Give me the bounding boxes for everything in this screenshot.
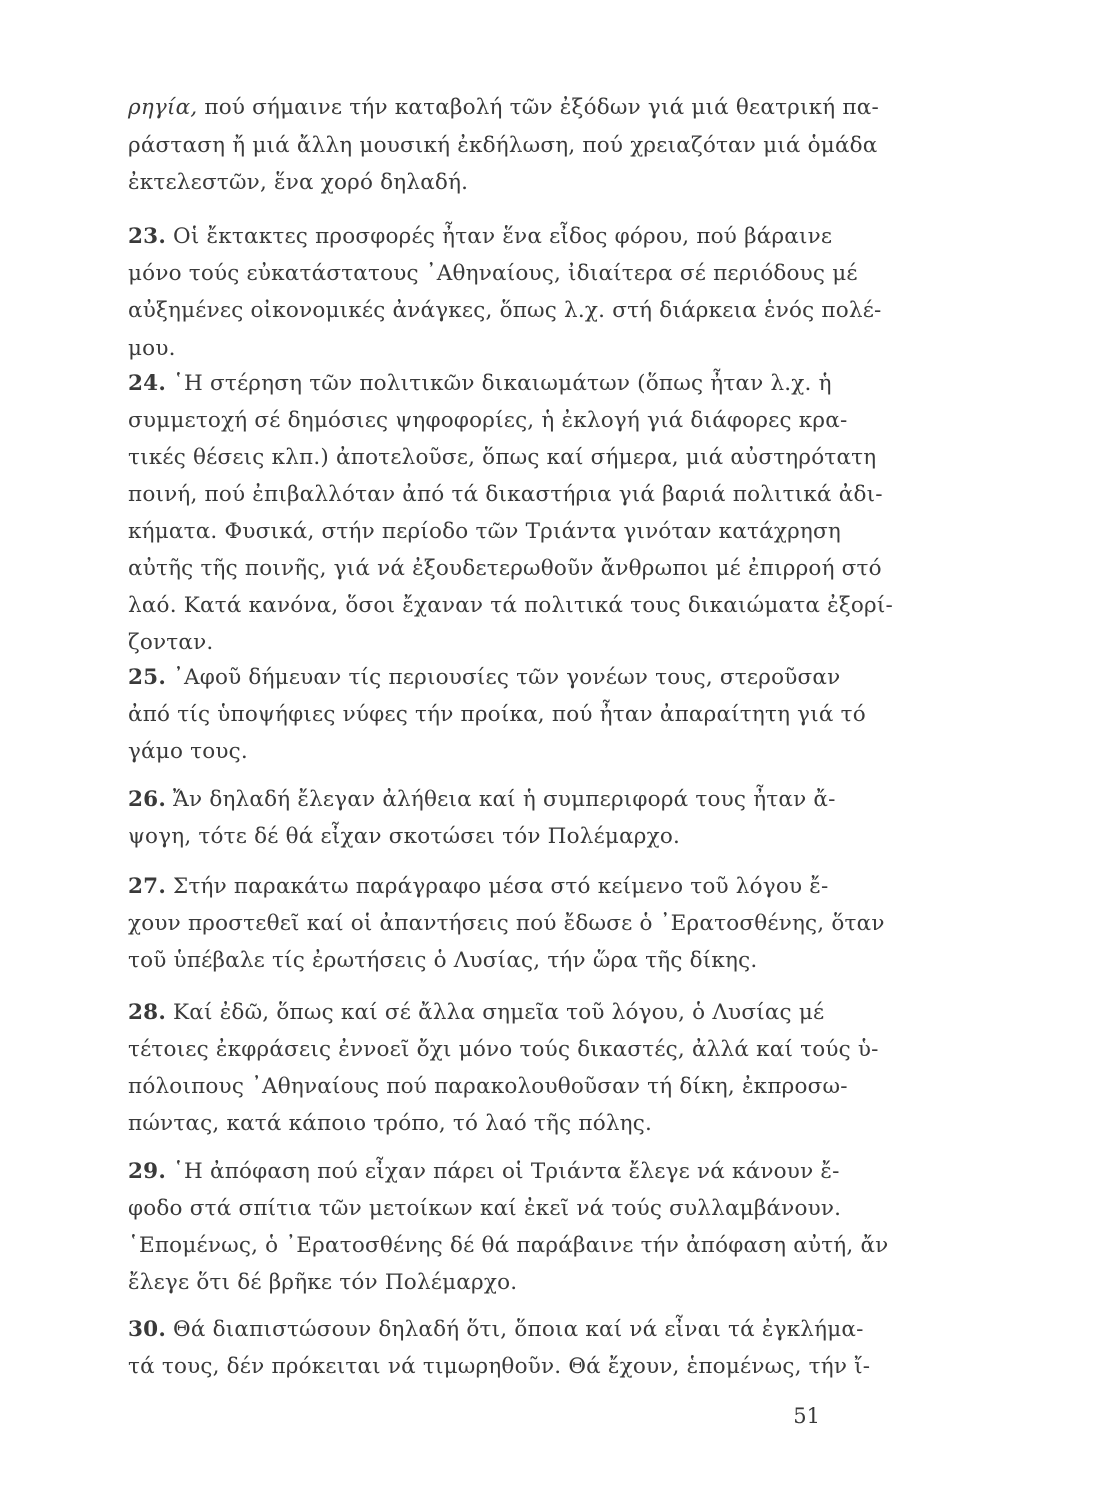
line-text: ἐκτελεστῶν, ἕνα χορό δηλαδή. — [128, 170, 469, 195]
note-30-line — [128, 1315, 864, 1345]
line-text: ᾿Αφοῦ δήμευαν τίς περιουσίες τῶν γονέων τους, στεροῦσαν — [166, 665, 841, 690]
text-line — [128, 591, 893, 621]
line-text: φοδο στά σπίτια τῶν μετοίκων καί ἐκεῖ νά τούς συλλαμβάνουν. — [128, 1196, 842, 1221]
note-23-line — [128, 222, 833, 252]
text-line — [128, 1109, 818, 1139]
text-line — [128, 1035, 879, 1065]
line-text: γάμο τους. — [128, 739, 248, 764]
text-line — [128, 1072, 848, 1102]
text-line — [128, 1231, 889, 1261]
line-text: ἀπό τίς ὑποψήφιες νύφες τήν προίκα, πού ἦταν ἀπαραίτητη γιά τό — [128, 702, 866, 727]
note-25-line — [128, 663, 841, 693]
note-number: 28. — [128, 1000, 167, 1025]
text-line — [128, 554, 882, 584]
line-text: ἔλεγε ὅτι δέ βρῆκε τόν Πολέμαρχο. — [128, 1270, 518, 1295]
note-28-line — [128, 998, 825, 1028]
text-line — [128, 822, 818, 852]
note-29-line — [128, 1157, 840, 1187]
line-text: ῾Η στέρηση τῶν πολιτικῶν δικαιωμάτων (ὅπως ἦταν λ.χ. ἡ — [166, 371, 832, 396]
line-text: Ἄν δηλαδή ἔλεγαν ἀλήθεια καί ἡ συμπεριφορά τους ἦταν ἄ- — [166, 787, 836, 812]
line-text: τέτοιες ἐκφράσεις ἐννοεῖ ὄχι μόνο τούς δικαστές, ἀλλά καί τούς ὑ- — [128, 1037, 879, 1062]
note-number: 30. — [128, 1317, 167, 1342]
note-26-line — [128, 785, 836, 815]
note-number: 26. — [128, 787, 167, 812]
line-text: ψογη, τότε δέ θά εἶχαν σκοτώσει τόν Πολέμαρχο. — [128, 824, 681, 849]
line-text: λαό. Κατά κανόνα, ὅσοι ἔχαναν τά πολιτικά τους δικαιώματα ἐξορί- — [128, 593, 893, 618]
line-text: ζονταν. — [128, 630, 214, 655]
text-line — [128, 628, 818, 658]
text-line — [128, 737, 818, 767]
line-text: ράσταση ἤ μιά ἄλλη μουσική ἐκδήλωση, πού χρειαζόταν μιά ὁμάδα — [128, 133, 878, 158]
note-number: 24. — [128, 371, 167, 396]
italic-term: ρηγία, — [128, 95, 198, 120]
text-line — [128, 131, 878, 161]
note-number: 29. — [128, 1159, 167, 1184]
line-text: τοῦ ὑπέβαλε τίς ἐρωτήσεις ὁ Λυσίας, τήν ὥρα τῆς δίκης. — [128, 948, 758, 973]
line-text: αὐξημένες οἰκονομικές ἀνάγκες, ὅπως λ.χ. στή διάρκεια ἑνός πολέ- — [128, 298, 882, 323]
line-text: ῾Η ἀπόφαση πού εἶχαν πάρει οἱ Τριάντα ἔλεγε νά κάνουν ἔ- — [166, 1159, 840, 1184]
text-line — [128, 443, 877, 473]
text-line — [128, 1352, 871, 1382]
line-text: Οἱ ἔκτακτες προσφορές ἦταν ἕνα εἶδος φόρου, πού βάραινε — [166, 224, 833, 249]
line-text: πώντας, κατά κάποιο τρόπο, τό λαό τῆς πόλης. — [128, 1111, 653, 1136]
line-text: αὐτῆς τῆς ποινῆς, γιά νά ἐξουδετερωθοῦν ἄνθρωποι μέ ἐπιρροή στό — [128, 556, 882, 581]
line-text: τά τους, δέν πρόκειται νά τιμωρηθοῦν. Θά ἔχουν, ἑπομένως, τήν ἴ- — [128, 1354, 871, 1379]
line-text: ποινή, πού ἐπιβαλλόταν ἀπό τά δικαστήρια γιά βαριά πολιτικά ἀδι- — [128, 482, 883, 507]
text-line — [128, 296, 882, 326]
line-text: μόνο τούς εὐκατάστατους ᾿Αθηναίους, ἰδιαίτερα σέ περιόδους μέ — [128, 261, 858, 286]
line-text: Στήν παρακάτω παράγραφο μέσα στό κείμενο τοῦ λόγου ἔ- — [166, 874, 829, 899]
text-line — [128, 334, 818, 364]
page-number: 51 — [793, 1404, 820, 1428]
line-text: κήματα. Φυσικά, στήν περίοδο τῶν Τριάντα γινόταν κατάχρηση — [128, 519, 841, 544]
line-text: ῾Επομένως, ὁ ᾿Ερατοσθένης δέ θά παράβαινε τήν ἀπόφαση αὐτή, ἄν — [128, 1233, 889, 1258]
note-number: 23. — [128, 224, 167, 249]
text-line — [128, 700, 866, 730]
text-line — [128, 1268, 818, 1298]
note-27-line — [128, 872, 829, 902]
text-line — [128, 517, 841, 547]
text-line — [128, 259, 858, 289]
text-line — [128, 168, 818, 198]
line-text: συμμετοχή σέ δημόσιες ψηφοφορίες, ἡ ἐκλογή γιά διάφορες κρα- — [128, 408, 848, 433]
line-text: πού σήμαινε τήν καταβολή τῶν ἐξόδων γιά μιά θεατρική πα- — [197, 95, 879, 120]
text-line — [128, 909, 885, 939]
line-text: χουν προστεθεῖ καί οἱ ἀπαντήσεις πού ἔδωσε ὁ ᾿Ερατοσθένης, ὅταν — [128, 911, 885, 936]
text-line — [128, 480, 883, 510]
line-text: τικές θέσεις κλπ.) ἀποτελοῦσε, ὅπως καί σήμερα, μιά αὐστηρότατη — [128, 445, 877, 470]
note-24-line — [128, 369, 832, 399]
line-text: Καί ἐδῶ, ὅπως καί σέ ἄλλα σημεῖα τοῦ λόγου, ὁ Λυσίας μέ — [166, 1000, 825, 1025]
line-text: μου. — [128, 336, 176, 361]
text-line — [128, 406, 848, 436]
note-number: 25. — [128, 665, 167, 690]
line-text: Θά διαπιστώσουν δηλαδή ὅτι, ὅποια καί νά εἶναι τά ἐγκλήμα- — [166, 1317, 864, 1342]
note-number: 27. — [128, 874, 167, 899]
text-line — [128, 93, 879, 123]
line-text: πόλοιπους ᾿Αθηναίους πού παρακολουθοῦσαν τή δίκη, ἐκπροσω- — [128, 1074, 848, 1099]
text-line — [128, 946, 818, 976]
text-line — [128, 1194, 842, 1224]
